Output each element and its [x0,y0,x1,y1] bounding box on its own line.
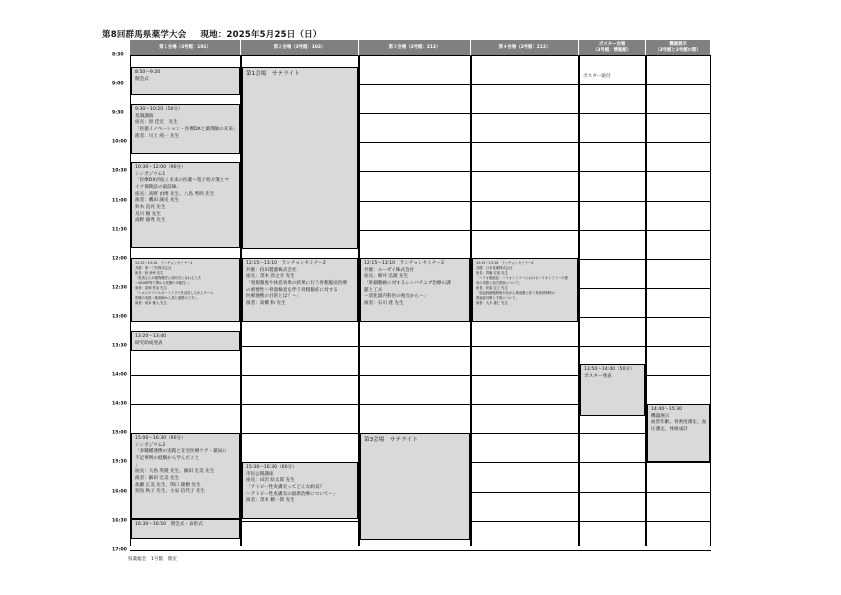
time-label: 12:30 [112,285,127,291]
event-date-venue: 現地：2025年5月25日（日） [200,30,322,40]
session-line: 演者：茂木 精一郎 先生 [246,498,295,504]
session-keynote [131,104,240,154]
time-label: 14:30 [112,401,127,407]
session-line: 共催：第一三共株式会社 [135,265,172,270]
session-line: 座長：原 佳宏 先生 [135,120,178,126]
time-label: 11:00 [112,198,127,203]
session-line: 「造血幹細胞移植や抗がん剤治療に伴う免疫抑制時の [476,290,556,295]
session-line: ポスター貼付 [583,74,611,79]
session-line: 座長：鈴 徳幸 先生 [135,270,164,275]
session-line: 共催：エーザイ株式会社 [364,267,415,273]
time-label: 10:30 [112,168,127,174]
time-label: 13:30 [112,343,127,349]
session-line: 研究助成発表 [135,340,163,346]
session-line: 12:15〜13:10 ランチョンセミナー1 [135,261,193,265]
session-line: 座長：朝井 弘隆 先生 [364,274,409,280]
session-line: 加藤 正美 先生、関口 隆樹 先生 [135,482,201,488]
session-research [131,331,240,351]
session-line: 座長：田沢 絵太郎 先生 [246,478,295,484]
session-line: 15:00〜16:30（90分） [135,436,186,441]
session-line: 機器展示 [651,413,670,419]
room-column-5 [579,55,646,546]
room-column-6 [646,55,711,546]
time-label: 17:00 [112,547,127,553]
session-line: シンポジウム1 [135,171,166,177]
session-luncheon3 [360,258,470,322]
column-header-1: 第１会場（3号館：101） [130,40,241,55]
session-line: 湯野 徳秀 先生 [135,218,166,224]
session-line: 12:15〜13:10 ランチョンセミナー2 [246,261,326,266]
session-symposium1 [131,162,240,248]
session-line: 9:30〜10:20（50分） [135,107,183,112]
column-header-3: 第３会場（2号館：213） [359,40,471,55]
session-line: 16:30〜16:50 閉会式・表彰式 [135,522,203,527]
session-luncheon2 [242,258,358,322]
session-line: 共催：持田製薬株式会社 [246,267,297,273]
session-line: 「肝細胞癌に対するレンバチニブ治療の課 [364,280,451,286]
time-label: 14:00 [112,372,127,378]
session-satellite1 [242,67,358,249]
session-line: 座長：茂木 淳之介 先生 [246,274,295,280]
time-label: 8:30 [112,52,124,58]
session-line: イナ保険証の最前線」 [135,184,181,190]
session-public-lecture [242,462,358,519]
session-luncheon4 [472,258,578,322]
session-line: 第3会場 サテライト [364,437,418,443]
session-line: 13:50〜14:40（50分） [584,367,635,372]
session-line: 〜アトピー性皮膚炎の最新治療について〜」 [246,491,338,497]
session-line: 座長：大島 英隆 先生、細田 宏美 先生 [135,469,215,475]
session-line: 〜ASUSP等で関わる医療の可能性〜」 [135,280,192,285]
session-line: の重要性〜骨量検査を伴う骨粗鬆症に対する [246,287,338,293]
session-line: 第1会場 サテライト [246,71,300,77]
time-label: 11:30 [112,227,127,233]
session-line: 演者：細田 宏美 先生 [135,475,180,481]
session-line: 15:30〜16:30（60分） [246,465,297,470]
session-line: 演者：高畑 哲治 先生 [135,285,167,290]
session-line: 演者：高橋 和 先生 [246,300,286,306]
page-title [102,28,322,40]
session-poster-setup [580,72,651,83]
time-label: 15:30 [112,459,127,465]
session-line: 演者：大木 惠仁 先生 [476,300,508,305]
session-line: 題と工夫 [364,287,383,293]
session-line: 8:50〜9:20 [135,70,161,75]
time-label: 15:00 [112,430,127,436]
session-line: 「多職種連携の実践と在宅医療ケア・薬局に [135,449,227,455]
session-line: 演者：磯田 誠史 先生 [135,198,180,204]
session-symposium2 [131,433,240,519]
session-line: 「医薬イノベーション・医療DXと薬剤師の未来」 [135,126,238,132]
session-line: 演者：石川 達 先生 [364,300,404,306]
session-equipment [647,404,710,462]
column-header-2: 第２会場（3号館：103） [241,40,359,55]
session-opening [131,67,240,95]
time-label: 13:00 [112,314,127,320]
session-line: 医療の実践（薬剤師から見た連携の工夫）」 [135,295,200,300]
session-line: 座長：高野 由博 先生、八島 秀明 先生 [135,191,215,197]
session-line: 鈴木 直亮 先生 [135,204,166,210]
session-satellite3 [360,433,470,540]
session-line: 座長：松原 宏之 先生 [476,285,508,290]
session-line: 「バイオ後続品・バイオシミラーにおけるバイオシミラーの使 [476,275,569,280]
time-label: 9:30 [112,110,124,116]
column-header-5: ポスター会場 （3号館：情報館） [579,40,646,55]
time-label: 12:00 [112,256,127,262]
session-line: 羽鳥 秋子 先生、小泉 信代子 先生 [135,489,206,495]
session-line: 医療連携の目的とは？〜」 [246,294,302,300]
session-line: 12:15〜13:10 ランチョンセミナー3 [364,261,444,266]
session-line: 「患者さんが薬物療法に前向きになれる工夫 [135,275,201,280]
time-label: 16:30 [112,518,127,524]
time-label: 10:00 [112,139,127,145]
session-line: 基調講演 [135,113,154,119]
session-poster [580,364,645,416]
session-line: 不足事例の経験から学んだこと [135,455,200,461]
event-title: 第8回群馬県薬学大会 [102,30,187,40]
session-line: 及川 順 先生 [135,211,161,217]
session-closing [131,519,240,539]
session-line: 「発現頻度や休息効果の結果に行う骨粗鬆症治療 [246,280,348,286]
session-line: 開会式 [135,76,149,82]
session-luncheon1 [131,258,240,322]
footer-note: 県薬総会 1号館 教室 [128,557,177,562]
session-line: 〜消化器内科医の視点から〜」 [364,294,429,300]
time-gridline [130,550,711,551]
session-line: 14:40〜15:30 [651,407,683,412]
session-line: 共催：日本化薬株式会社 [476,265,513,270]
session-line: 10:30〜12:00（90分） [135,165,186,170]
session-line: 圧測定、体組成計 [651,426,688,432]
session-line: 市民公開講座 [246,471,274,477]
session-line: 」 [135,462,140,468]
column-header-6: 機器展示 （3号館と2号館の間） [646,40,711,55]
session-line: 13:20〜13:40 [135,334,167,339]
session-line: 演者：川上 純一 先生 [135,133,180,139]
session-line: 感染症対策と予防について」 [476,295,519,300]
column-header-4: 第４会場（2号館：212） [471,40,579,55]
session-line: 「ヘルスケアパスポートアプリを活用したがんチーム [135,290,214,295]
time-label: 9:00 [112,81,124,87]
session-line: ポスター発表 [584,373,612,379]
time-gridline [130,55,711,56]
session-line: 用の実際と処方提案について」 [476,280,523,285]
session-line: 座長：齊藤 宏成 先生 [476,270,508,275]
session-line: 演者：坂本 雅人 先生 [135,300,167,305]
session-line: 血管年齢、骨密度測定、血 [651,420,707,426]
time-label: 16:00 [112,489,127,494]
session-line: 12:15〜13:10 ランチョンセミナー4 [476,261,534,265]
session-line: シンポジウム2 [135,442,166,448]
session-line: 「医療DXが拓く未来の医薬〜電子処方箋とマ [135,178,229,184]
session-line: 「アトピー性皮膚炎ってどんな病気？ [246,484,324,490]
